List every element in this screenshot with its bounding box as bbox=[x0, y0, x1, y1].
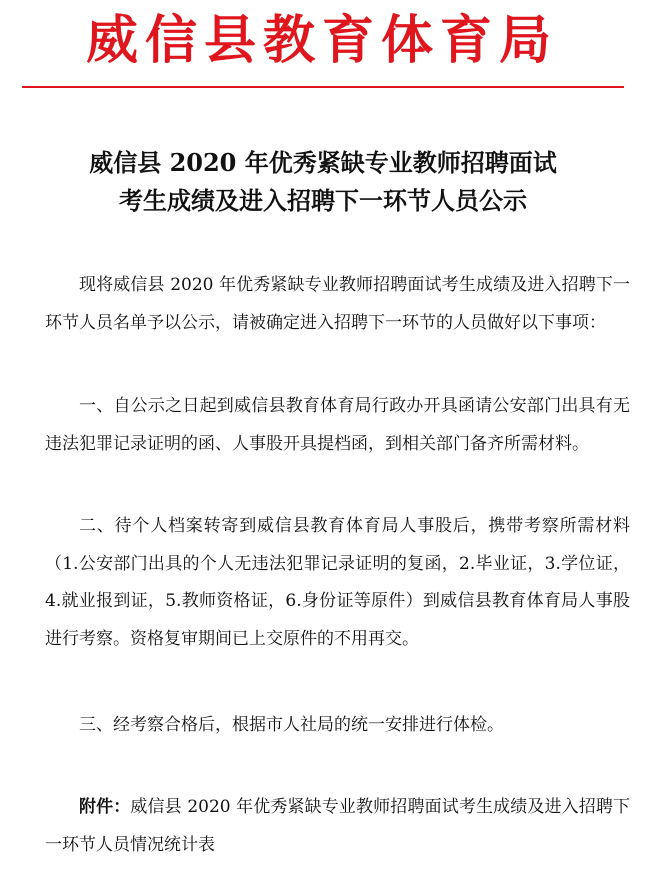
notice-title-line-2: 考生成绩及进入招聘下一环节人员公示 bbox=[119, 186, 527, 215]
agency-header: 威信县教育体育局 bbox=[85, 11, 558, 71]
intro-paragraph: 现将威信县 2020 年优秀紧缺专业教师招聘面试考生成绩及进入招聘下一环节人员名单予以公示，请被确定进入招聘下一环节的人员做好以下事项： bbox=[45, 275, 630, 333]
attachment-text: 威信县 2020 年优秀紧缺专业教师招聘面试考生成绩及进入招聘下一环节人员情况统计表 bbox=[45, 797, 631, 855]
attachment-label: 附件： bbox=[79, 797, 131, 817]
item-3-paragraph: 三、经考察合格后，根据市人社局的统一安排进行体检。 bbox=[79, 715, 504, 735]
item-1-paragraph: 一、自公示之日起到威信县教育体育局行政办开具函请公安部门出具有无违法犯罪记录证明的函、人事股开具提档函，到相关部门备齐所需材料。 bbox=[45, 396, 630, 454]
notice-title-line-1: 威信县 2020 年优秀紧缺专业教师招聘面试 bbox=[89, 148, 557, 177]
item-2-paragraph: 二、待个人档案转寄到威信县教育体育局人事股后，携带考察所需材料（1.公安部门出具的个人无违法犯罪记录证明的复函，2.毕业证，3.学位证，4.就业报到证，5.教师资格证，6.身份证等原件）到威信县教育体育局人事股进行考察。资格复审期间已上交原件的不用再交。 bbox=[45, 516, 630, 649]
header-divider bbox=[22, 86, 624, 88]
attachment-paragraph bbox=[45, 789, 630, 864]
